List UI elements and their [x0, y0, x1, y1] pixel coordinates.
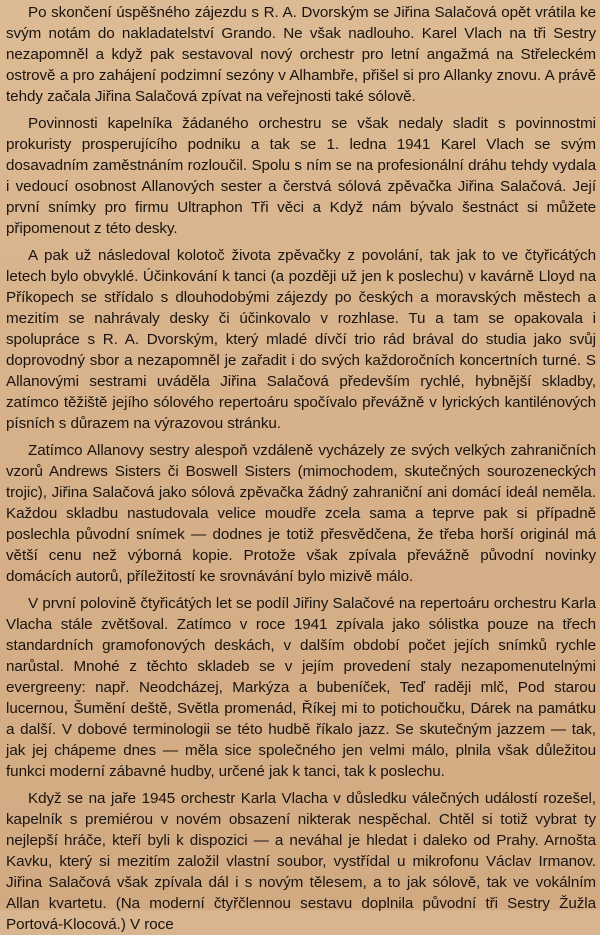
paragraph: Zatímco Allanovy sestry alespoň vzdáleně vycházely ze svých velkých zahraničních vzorů Andrews Sisters či Boswell Sisters (mimochodem, skutečných sourozeneckých trojic), Jiřina Salačová jako sólová zpěvačka žádný zahraniční ani domácí ideál neměla. Každou skladbu nastudovala velice moudře zcela sama a teprve pak si případně poslechla původní snímek — dodnes je totiž přesvědčena, že třeba horší originál má větší cenu než výborná kopie. Protože však zpívala převážně původní novinky domácích autorů, příležitostí ke srovnávání bylo mizivě málo. [6, 442, 596, 585]
paragraph: V první polovině čtyřicátých let se podíl Jiřiny Salačové na repertoáru orchestru Karla Vlacha stále zvětšoval. Zatímco v roce 1941 zpívala jako sólistka pouze na třech standardních gramofonových deskách, v dalším období počet jejích snímků rychle narůstal. Mnohé z těchto skladeb se v jejím provedení staly nezapomenutelnými evergreeny: např. Neodcházej, Markýza a bubeníček, Teď raději mlč, Pod starou lucernou, Šumění deště, Světla promenád, Říkej mi to potichoučku, Dárek na památku a další. V dobové terminologii se této hudbě říkalo jazz. Se skutečným jazzem — tak, jak jej chápeme dnes — měla sice společného jen velmi málo, plnila však důležitou funkci moderní zábavné hudby, určené jak k tanci, tak k poslechu. [6, 595, 596, 780]
paragraph: Povinnosti kapelníka žádaného orchestru se však nedaly sladit s povinnostmi prokuristy prosperujícího podniku a tak se 1. ledna 1941 Karel Vlach se svým dosavadním zaměstnáním rozloučil. Spolu s ním se na profesionální dráhu tehdy vydala i vedoucí osobnost Allanových sester a čerstvá sólová zpěvačka Jiřina Salačová. Její první snímky pro firmu Ultraphon Tři věci a Když nám bývalo šestnáct si můžete připomenout z této desky. [6, 115, 596, 237]
paragraph: Když se na jaře 1945 orchestr Karla Vlacha v důsledku válečných událostí rozešel, kapelník s premiérou v novém obsazení nikterak nespěchal. Chtěl si totiž vybrat ty nejlepší hráče, kteří byli k dispozici — a neváhal je hledat i daleko od Prahy. Arnošta Kavku, který si mezitím založil vlastní soubor, vystřídal u mikrofonu Václav Irmanov. Jiřina Salačová však zpívala dál i s novým tělesem, a to jak sólově, tak ve vokálním Allan kvartetu. (Na moderní čtyřčlennou sestavu doplnila původní tři Sestry Žužla Portová-Klocová.) V roce [6, 790, 596, 933]
paragraph: Po skončení úspěšného zájezdu s R. A. Dvorským se Jiřina Salačová opět vrátila ke svým notám do nakladatelství Grando. Ne však nadlouho. Karel Vlach na tři Sestry nezapomněl a když pak sestavoval nový orchestr pro letní angažmá na Střeleckém ostrově a pro zahájení podzimní sezóny v Alhambře, přišel si pro Allanky znovu. A právě tehdy začala Jiřina Salačová zpívat na veřejnosti také sólově. [6, 4, 596, 105]
paragraph: A pak už následoval kolotoč života zpěvačky z povolání, tak jak to ve čtyřicátých letech bylo obvyklé. Účinkování k tanci (a později už jen k poslechu) v kavárně Lloyd na Příkopech se střídalo s dlouhodobými zájezdy po českých a moravských městech a mezitím se nahrávaly desky či účinkovalo v rozhlase. Tu a tam se opakovala i spolupráce s R. A. Dvorským, který mladé dívčí trio rád brával do studia jako svůj doprovodný sbor a nezapomněl je zařadit i do svých každoročních koncertních turné. S Allanovými sestrami uváděla Jiřina Salačová především rychlé, hybnější skladby, zatímco těžiště jejího sólového repertoáru spočívalo převážně v lyrických kantilénových písních s důrazem na výrazovou stránku. [6, 247, 596, 432]
